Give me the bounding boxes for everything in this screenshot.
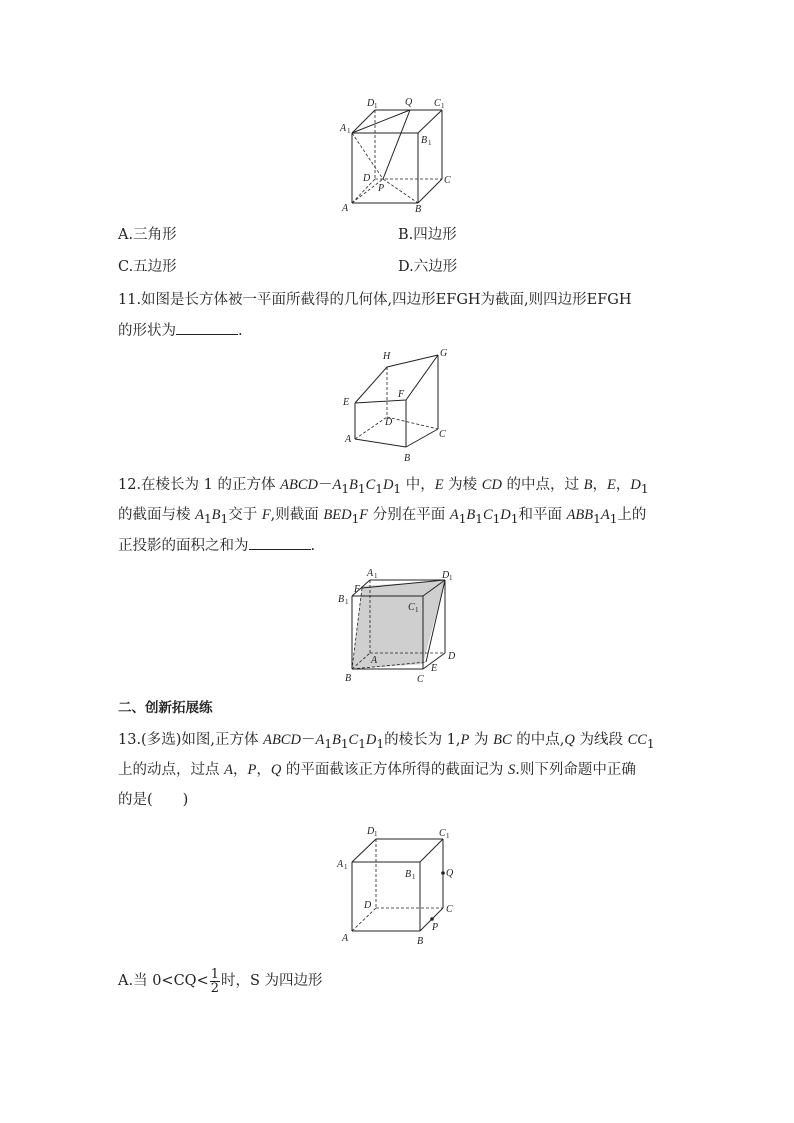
label-d: D [385,417,393,428]
svg-text:1: 1 [415,606,419,614]
label-a1: A [367,568,374,579]
label-q: Q [446,868,454,879]
svg-text:1: 1 [345,598,349,606]
fraction-one-half: $\frac{1}{2}$ [210,966,219,996]
label-d: D [363,173,371,184]
label-q: Q [405,97,413,108]
svg-text:1: 1 [374,572,378,580]
svg-text:1: 1 [441,102,445,110]
q12-text-line2: 的截面与棱 $A_1B_1$交于 F,则截面 $BED_1F$ 分别在平面 $A_1B_1C_1D_1$和平面 $ABB_1A_1$上的 [118,507,647,526]
label-a: A [342,203,349,214]
q13-text-line3: 的是( ) [118,792,189,808]
label-f: F [354,584,361,595]
label-a1: A [340,123,347,134]
label-d1: D [367,98,375,109]
label-e: E [343,397,350,408]
label-f: F [398,389,405,400]
q12-text-line1: 12.在棱长为 1 的正方体 $ABCD-A_1B_1C_1D_1$ 中，E 为棱 CD 的中点，过 B，E，$D_1$ [118,477,649,496]
svg-text:1: 1 [428,139,432,147]
svg-text:1: 1 [412,873,416,881]
label-b1: B [405,869,412,880]
q13-cube-figure [335,818,465,946]
label-c1: C [434,98,441,109]
label-a: A [342,933,349,944]
label-c: C [444,175,451,186]
q12-text-line3: 正投影的面积之和为 . [118,535,315,556]
q12-answer-blank[interactable] [249,535,311,550]
label-p: P [378,183,385,194]
q13-option-a[interactable]: A.当 0<CQ< $\frac{1}{2}$ 时，S 为四边形 [118,966,323,996]
label-c: C [417,674,424,685]
label-c1: C [408,602,415,613]
label-b1: B [421,135,428,146]
q13-text-line2: 上的动点，过点 A，P，Q 的平面截该正方体所得的截面记为 S.则下列命题中正确 [118,762,636,778]
label-a: A [345,434,352,445]
label-g: G [440,348,448,359]
q11-answer-blank[interactable] [176,320,238,335]
q10-option-c[interactable]: C.五边形 [118,259,177,275]
svg-text:1: 1 [347,127,351,135]
q12-cube-figure [335,563,465,688]
section-heading: 二、创新拓展练 [118,700,213,716]
q10-option-d[interactable]: D.六边形 [398,259,458,275]
point-q [441,871,445,875]
label-b: B [345,673,352,684]
q11-text-line1: 11.如图是长方体被一平面所截得的几何体,四边形EFGH为截面,则四边形EFGH [118,292,632,308]
label-h: H [383,351,391,362]
q11-text-line2: 的形状为 . [118,320,243,341]
label-c1: C [439,828,446,839]
label-b: B [415,204,422,215]
label-c: C [439,429,446,440]
label-a: A [371,655,378,666]
label-d1: D [367,826,375,837]
label-a1: A [337,859,344,870]
svg-text:1: 1 [374,830,378,838]
svg-text:1: 1 [446,832,450,840]
label-d: D [448,651,456,662]
label-b: B [417,936,424,946]
label-c: C [446,904,453,915]
label-p: P [432,922,439,933]
point-p [430,917,434,921]
q10-cube-figure [335,95,465,220]
q11-solid-figure [338,345,458,465]
q10-option-a[interactable]: A.三角形 [118,227,177,243]
svg-text:1: 1 [449,574,453,582]
svg-text:1: 1 [374,102,378,110]
label-b1: B [338,594,345,605]
q10-option-b[interactable]: B.四边形 [398,227,457,243]
label-e: E [431,663,438,674]
svg-text:1: 1 [344,863,348,871]
label-d1: D [442,570,450,581]
q13-text-line1: 13.(多选)如图,正方体 $ABCD-A_1B_1C_1D_1$的棱长为 1,P 为 BC 的中点,Q 为线段 $CC_1$ [118,732,655,751]
label-b: B [404,453,411,464]
label-d: D [364,900,372,911]
